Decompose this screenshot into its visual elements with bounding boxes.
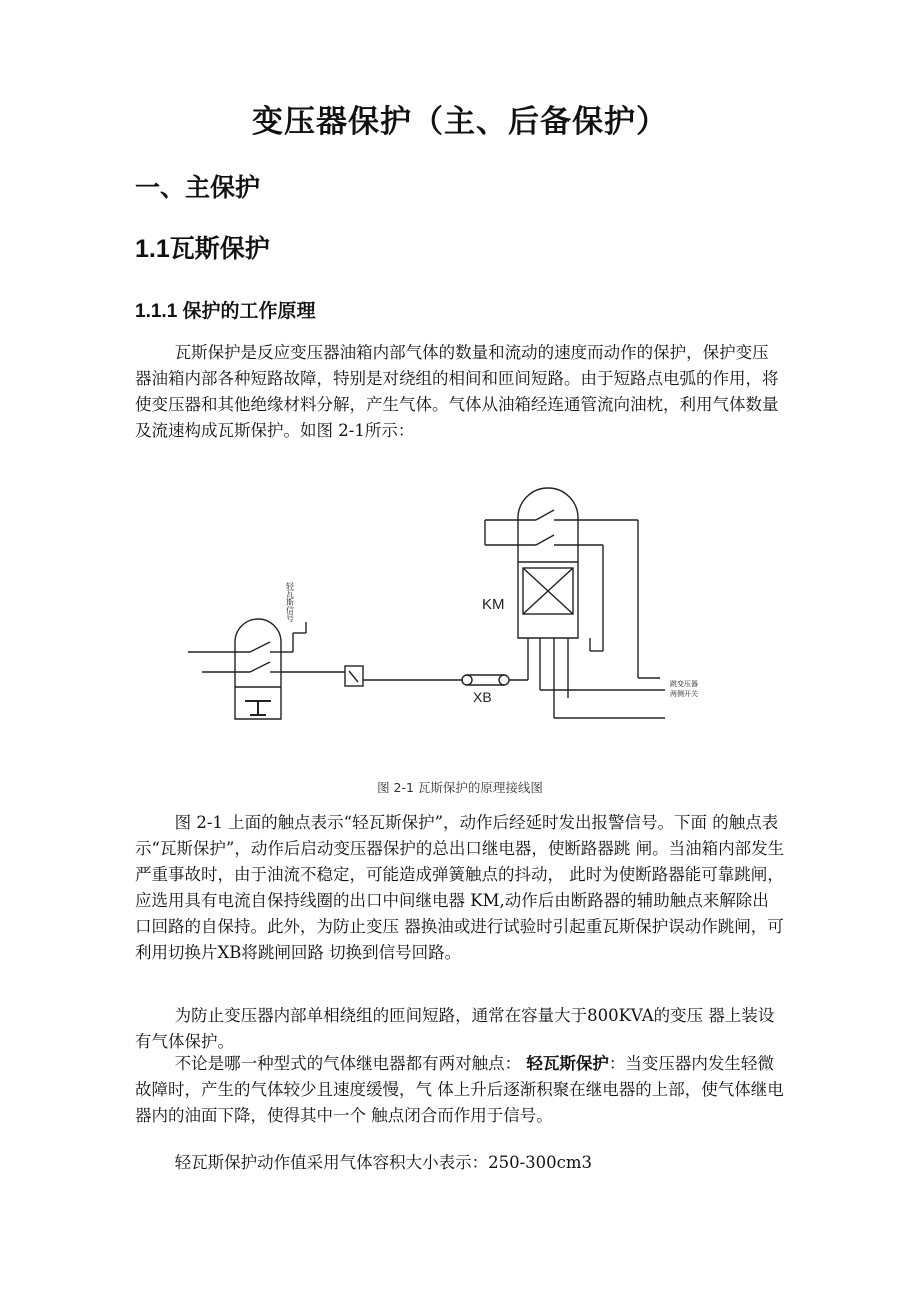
paragraph-contacts-rest: ：当变压器内发生轻微故障时，产生的气体较少且速度缓慢，气 体上升后逐渐积聚在继电器的上部，使气体继电器内的油面下降，使得其中一个 触点闭合而作用于信号。 bbox=[135, 1054, 784, 1125]
xb-switch-piece bbox=[462, 675, 509, 705]
paragraph-contacts bbox=[135, 1051, 785, 1129]
paragraph-contact-description: 图 2-1 上面的触点表示“轻瓦斯保护”，动作后经延时发出报警信号。下面 的触点表示“瓦斯保护”，动作后启动变压器保护的总出口继电器，使断路器跳 闸。当油箱内部发生严重事故时，由于油流不稳定，可能造成弹簧触点的抖动， 此时为使断路器能可靠跳闸，应选用具有电流自保持线圈的出口中间继电器 KM,动作后由断路器的辅助触点来解除出口回路的自保持。此外，为防止变压 器换油或进行试验时引起重瓦斯保护误动作跳闸，可利用切换片XB将跳闸回路 切换到信号回路。 bbox=[135, 813, 785, 962]
light-gas-protection-term: 轻瓦斯保护 bbox=[526, 1054, 609, 1073]
xb-label: XB bbox=[473, 689, 492, 705]
km-label: KM bbox=[482, 596, 505, 613]
trip-breakers-label bbox=[670, 679, 698, 698]
document-title: 变压器保护（主、后备保护） bbox=[252, 104, 668, 140]
figure-caption: 图 2-1 瓦斯保护的原理接线图 bbox=[377, 780, 543, 795]
time-relay-box bbox=[345, 666, 363, 686]
light-gas-signal-label bbox=[285, 581, 295, 622]
paragraph-setting-value: 轻瓦斯保护动作值采用气体容积大小表示：250-300cm3 bbox=[174, 1153, 593, 1172]
trip-label-line-2: 两侧开关 bbox=[670, 691, 698, 698]
paragraph-capacity: 为防止变压器内部单相绕组的匝间短路，通常在容量大于800KVA的变压 器上装设有气体保护。 bbox=[135, 1006, 775, 1051]
subsection-heading: 1.1瓦斯保护 bbox=[135, 235, 270, 263]
trip-label-line-1: 跳变压器 bbox=[670, 681, 698, 688]
paragraph-contacts-lead: 不论是哪一种型式的气体继电器都有两对触点： bbox=[174, 1054, 522, 1073]
gas-relay-left bbox=[188, 619, 345, 719]
paragraph-principle: 瓦斯保护是反应变压器油箱内部气体的数量和流动的速度而动作的保护，保护变压器油箱内部各种短路故障，特别是对绕组的相间和匝间短路。由于短路点电弧的作用，将使变压器和其他绝缘材料分解，产生气体。气体从油箱经连通管流向油枕，利用气体数量及流速构成瓦斯保护。如图 2-1所示： bbox=[135, 343, 779, 440]
light-gas-signal-text: 轻瓦斯信号 bbox=[285, 582, 295, 622]
section-heading: 一、主保护 bbox=[135, 173, 261, 202]
subsubsection-heading: 1.1.1 保护的工作原理 bbox=[135, 301, 316, 322]
trip-breakers-text bbox=[670, 679, 698, 698]
gas-protection-wiring-diagram bbox=[180, 478, 740, 738]
km-relay bbox=[482, 488, 665, 718]
